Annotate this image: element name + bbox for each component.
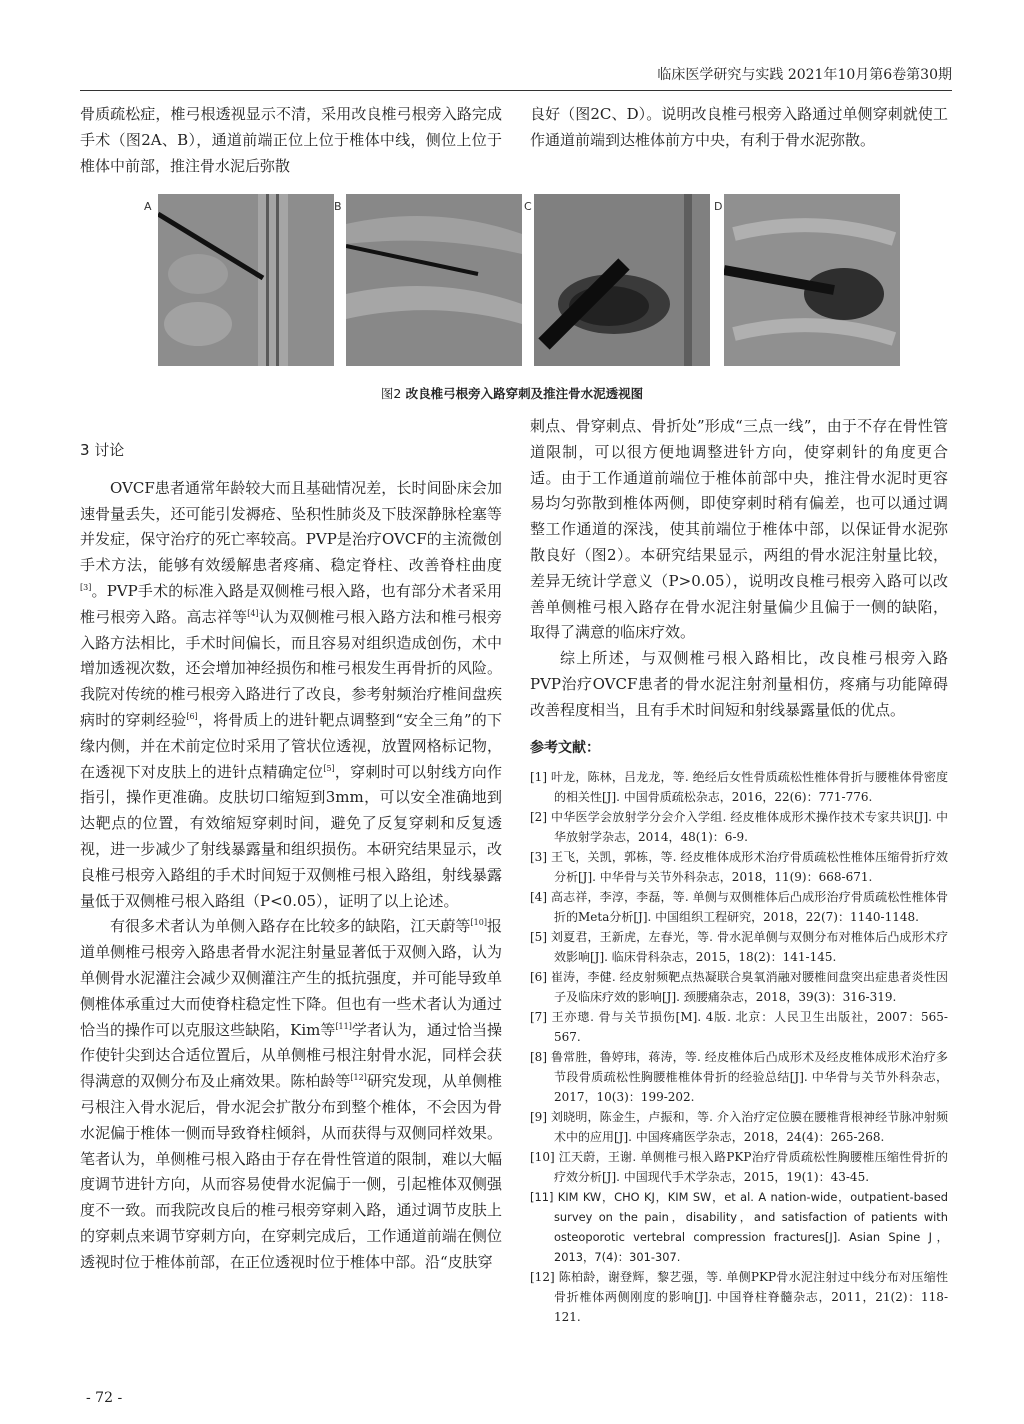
fluoroscopy-image-a bbox=[158, 194, 334, 366]
reference-item: [11] KIM KW，CHO KJ，KIM SW，et al. A nation-wide，outpatient-based survey on the pain，disability，and satisfaction of patients with osteoporotic vertebral compression fractures[J]. Asian Spine J，2013，7(4)：301-307. bbox=[530, 1190, 948, 1265]
figure-caption bbox=[0, 384, 1024, 402]
caption-text: 改良椎弓根旁入路穿刺及推注骨水泥透视图 bbox=[405, 386, 644, 401]
paragraph: 有很多术者认为单侧入路存在比较多的缺陷，江天蔚等[10]报道单侧椎弓根旁入路患者骨水泥注射量显著低于双侧入路，认为单侧骨水泥灌注会减少双侧灌注产生的抵抗强度，并可能导致单侧椎体承重过大而使脊柱稳定性下降。但也有一些术者认为通过恰当的操作可以克服这些缺陷，Kim等[11]学者认为，通过恰当操作使针尖到达合适位置后，从单侧椎弓根注射骨水泥，同样会获得满意的双侧分布及止痛效果。陈柏龄等[12]研究发现，从单侧椎弓根注入骨水泥后，骨水泥会扩散分布到整个椎体，不会因为骨水泥偏于椎体一侧而导致脊柱倾斜，从而获得与双侧同样效果。笔者认为，单侧椎弓根入路由于存在骨性管道的限制，难以大幅度调节进针方向，从而容易使骨水泥偏于一侧，引起椎体双侧强度不一致。而我院改良后的椎弓根旁穿刺入路，通过调节皮肤上的穿刺点来调节穿刺方向，在穿刺完成后，工作通道前端在侧位透视时位于椎体前部，在正位透视时位于椎体中部。沿“皮肤穿 bbox=[80, 917, 502, 1271]
page-number: - 72 - bbox=[86, 1390, 123, 1406]
panel-label-a: A bbox=[144, 200, 152, 213]
reference-item: [6] 崔涛，李健. 经皮射频靶点热凝联合臭氧消融对腰椎间盘突出症患者炎性因子及临床疗效的影响[J]. 颈腰痛杂志，2018，39(3)：316-319. bbox=[530, 970, 948, 1005]
reference-item: [12] 陈柏龄，谢登辉，黎艺强，等. 单侧PKP骨水泥注射过中线分布对压缩性骨折椎体两侧刚度的影响[J]. 中国脊柱脊髓杂志，2011，21(2)：118-121. bbox=[530, 1270, 948, 1325]
panel-label-b: B bbox=[334, 200, 342, 213]
journal-info: 临床医学研究与实践 2021年10月第6卷第30期 bbox=[657, 67, 952, 83]
reference-item: [7] 王亦璁. 骨与关节损伤[M]. 4版. 北京：人民卫生出版社，2007：565-567. bbox=[530, 1010, 948, 1045]
right-column bbox=[530, 414, 948, 1327]
top-right-column bbox=[530, 102, 948, 154]
running-header bbox=[80, 64, 952, 91]
reference-item: [5] 刘夏君，王新虎，左春光，等. 骨水泥单侧与双侧分布对椎体后凸成形术疗效影响[J]. 临床骨科杂志，2015，18(2)：141-145. bbox=[530, 930, 948, 965]
fluoroscopy-image-d bbox=[724, 194, 900, 366]
panel-label-d: D bbox=[714, 200, 723, 213]
fluoroscopy-panel-d bbox=[724, 194, 900, 366]
paragraph: 骨质疏松症，椎弓根透视显示不清，采用改良椎弓根旁入路完成手术（图2A、B），通道前端正位上位于椎体中线，侧位上位于椎体中前部，推注骨水泥后弥散 bbox=[80, 105, 502, 175]
top-left-column bbox=[80, 102, 502, 179]
reference-item: [2] 中华医学会放射学分会介入学组. 经皮椎体成形术操作技术专家共识[J]. 中华放射学杂志，2014，48(1)：6-9. bbox=[530, 810, 948, 845]
reference-item: [1] 叶龙，陈林，吕龙龙，等. 绝经后女性骨质疏松性椎体骨折与腰椎体骨密度的相关性[J]. 中国骨质疏松杂志，2016，22(6)：771-776. bbox=[530, 770, 948, 805]
fluoroscopy-image-b bbox=[346, 194, 522, 366]
reference-item: [8] 鲁常胜，鲁婷玮，蒋涛，等. 经皮椎体后凸成形术及经皮椎体成形术治疗多节段骨质疏松性胸腰椎椎体骨折的经验总结[J]. 中华骨与关节外科杂志，2017，10(3)：199-202. bbox=[530, 1050, 948, 1105]
fluoroscopy-panel-c bbox=[534, 194, 710, 366]
reference-item: [10] 江天蔚，王谢. 单侧椎弓根入路PKP治疗骨质疏松性胸腰椎压缩性骨折的疗效分析[J]. 中国现代手术学杂志，2015，19(1)：43-45. bbox=[530, 1150, 948, 1185]
paragraph: 刺点、骨穿刺点、骨折处”形成“三点一线”，由于不存在骨性管道限制，可以很方便地调整进针方向，使穿刺针的角度更合适。由于工作通道前端位于椎体前部中央，推注骨水泥时更容易均匀弥散到椎体两侧，即使穿刺时稍有偏差，也可以通过调整工作通道的深浅，使其前端位于椎体中部，以保证骨水泥弥散良好（图2）。本研究结果显示，两组的骨水泥注射量比较，差异无统计学意义（P>0.05），说明改良椎弓根旁入路可以改善单侧椎弓根入路存在骨水泥注射量偏少且偏于一侧的缺陷，取得了满意的临床疗效。 bbox=[530, 417, 948, 642]
fluoroscopy-image-c bbox=[534, 194, 710, 366]
paragraph: 良好（图2C、D）。说明改良椎弓根旁入路通过单侧穿刺就使工作通道前端到达椎体前方中央，有利于骨水泥弥散。 bbox=[530, 105, 948, 149]
section-heading: 3 讨论 bbox=[80, 441, 125, 459]
reference-item: [3] 王飞，关凯，郭栋，等. 经皮椎体成形术治疗骨质疏松性椎体压缩骨折疗效分析[J]. 中华骨与关节外科杂志，2018，11(9)：668-671. bbox=[530, 850, 948, 885]
panel-label-c: C bbox=[524, 200, 532, 213]
paragraph: 综上所述，与双侧椎弓根入路相比，改良椎弓根旁入路PVP治疗OVCF患者的骨水泥注射剂量相仿，疼痛与功能障碍改善程度相当，且有手术时间短和射线暴露量低的优点。 bbox=[530, 649, 948, 719]
paragraph: OVCF患者通常年龄较大而且基础情况差，长时间卧床会加速骨量丢失，还可能引发褥疮、坠积性肺炎及下肢深静脉栓塞等并发症，保守治疗的死亡率较高。PVP是治疗OVCF的主流微创手术方法，能够有效缓解患者疼痛、稳定脊柱、改善脊柱曲度[3]。PVP手术的标准入路是双侧椎弓根入路，也有部分术者采用椎弓根旁入路。高志祥等[4]认为双侧椎弓根入路方法和椎弓根旁入路方法相比，手术时间偏长，而且容易对组织造成创伤，术中增加透视次数，还会增加神经损伤和椎弓根发生再骨折的风险。我院对传统的椎弓根旁入路进行了改良，参考射频治疗椎间盘疾病时的穿刺经验[6]，将骨质上的进针靶点调整到“安全三角”的下缘内侧，并在术前定位时采用了管状位透视，放置网格标记物，在透视下对皮肤上的进针点精确定位[5]，穿刺时可以射线方向作指引，操作更准确。皮肤切口缩短到3mm，可以安全准确地到达靶点的位置，有效缩短穿刺时间，避免了反复穿刺和反复透视，进一步减少了射线暴露量和组织损伤。本研究结果显示，改良椎弓根旁入路组的手术时间短于双侧椎弓根入路组，射线暴露量低于双侧椎弓根入路组（P<0.05），证明了以上论述。 bbox=[80, 478, 502, 910]
references-title: 参考文献： bbox=[530, 739, 600, 756]
fluoroscopy-panel-a bbox=[158, 194, 334, 366]
fluoroscopy-panel-b bbox=[346, 194, 522, 366]
reference-item: [4] 高志祥，李淳，李磊，等. 单侧与双侧椎体后凸成形治疗骨质疏松性椎体骨折的Meta分析[J]. 中国组织工程研究，2018，22(7)：1140-1148. bbox=[530, 890, 948, 925]
left-column bbox=[80, 424, 502, 1276]
figure-2 bbox=[140, 194, 900, 370]
reference-item: [9] 刘晓明，陈金生，卢振和，等. 介入治疗定位膜在腰椎背根神经节脉冲射频术中的应用[J]. 中国疼痛医学杂志，2018，24(4)：265-268. bbox=[530, 1110, 948, 1145]
references-list bbox=[530, 767, 948, 1327]
caption-number: 图2 bbox=[380, 386, 402, 401]
